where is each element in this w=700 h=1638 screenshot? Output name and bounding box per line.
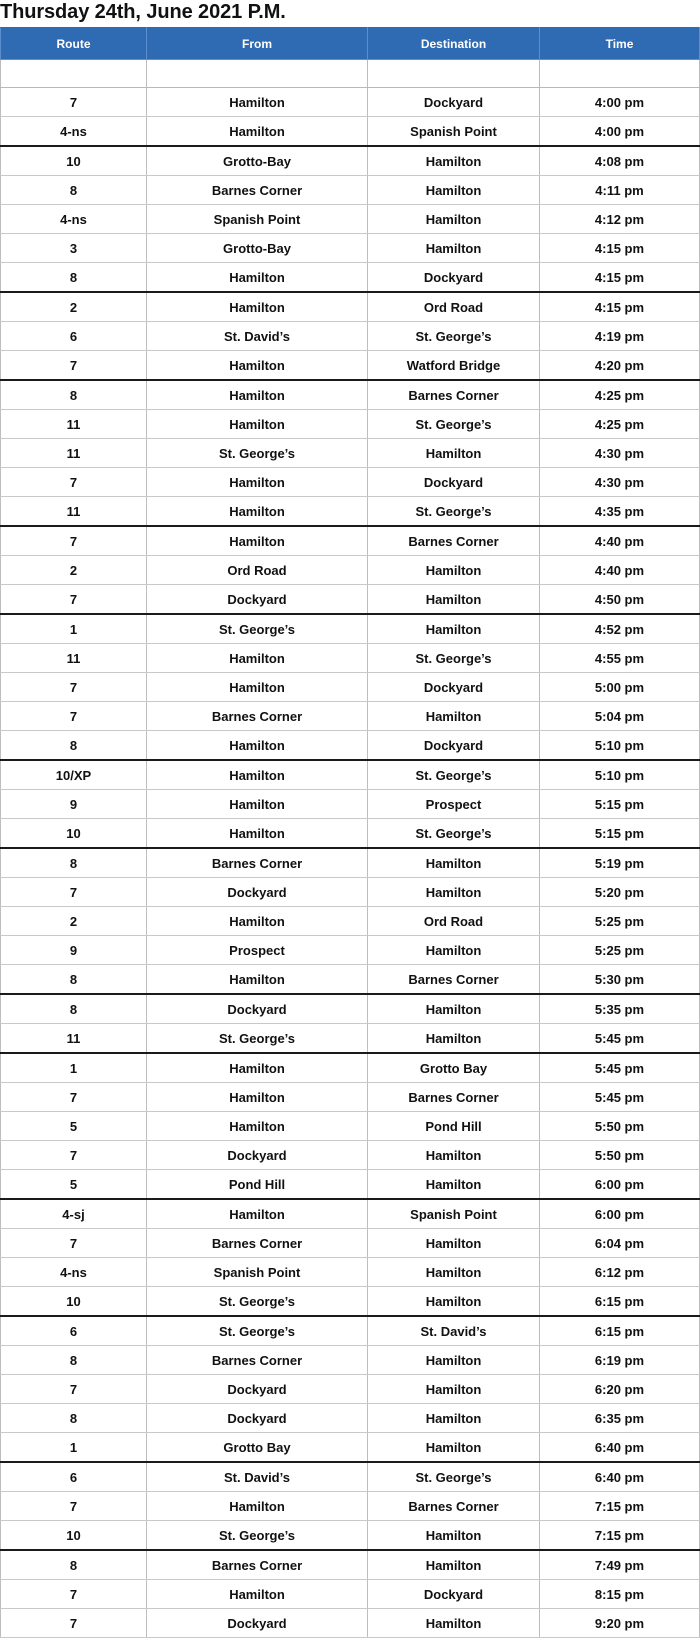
table-row xyxy=(1,1112,700,1141)
cell-time: 4:25 pm xyxy=(540,380,700,410)
cell-from: Dockyard xyxy=(147,1141,368,1170)
page-title: Thursday 24th, June 2021 P.M. xyxy=(0,1,286,23)
cell-route: 11 xyxy=(1,1024,147,1054)
cell-time: 4:15 pm xyxy=(540,234,700,263)
table-row xyxy=(1,468,700,497)
cell-time: 4:35 pm xyxy=(540,497,700,527)
header-row xyxy=(1,28,700,60)
cell-time: 5:15 pm xyxy=(540,790,700,819)
cell-from: St. George’s xyxy=(147,1287,368,1317)
table-row xyxy=(1,819,700,849)
cell-time: 4:50 pm xyxy=(540,585,700,615)
cell-route: 4-ns xyxy=(1,117,147,147)
cell-destination: Hamilton xyxy=(368,205,540,234)
cell-route: 4-ns xyxy=(1,205,147,234)
cell-from: Spanish Point xyxy=(147,1258,368,1287)
cell-route: 7 xyxy=(1,1492,147,1521)
cell-time: 6:19 pm xyxy=(540,1346,700,1375)
cell-from: Hamilton xyxy=(147,1112,368,1141)
cell-from: Dockyard xyxy=(147,1404,368,1433)
cell-time: 6:40 pm xyxy=(540,1462,700,1492)
cell-route: 8 xyxy=(1,731,147,761)
column-header-time: Time xyxy=(540,28,700,60)
cell-from: Hamilton xyxy=(147,673,368,702)
table-row xyxy=(1,848,700,878)
cell-route: 4-sj xyxy=(1,1199,147,1229)
spacer-cell xyxy=(147,60,368,88)
cell-destination: Spanish Point xyxy=(368,117,540,147)
cell-destination: Hamilton xyxy=(368,1229,540,1258)
table-row xyxy=(1,1521,700,1551)
table-row xyxy=(1,1550,700,1580)
table-row xyxy=(1,1609,700,1638)
bus-timetable xyxy=(0,27,700,1638)
cell-from: Hamilton xyxy=(147,88,368,117)
cell-destination: Hamilton xyxy=(368,1609,540,1638)
cell-from: Grotto Bay xyxy=(147,1433,368,1463)
cell-from: Pond Hill xyxy=(147,1170,368,1200)
cell-route: 7 xyxy=(1,1580,147,1609)
cell-time: 8:15 pm xyxy=(540,1580,700,1609)
table-row xyxy=(1,1375,700,1404)
cell-time: 5:45 pm xyxy=(540,1053,700,1083)
cell-route: 8 xyxy=(1,263,147,293)
table-row xyxy=(1,936,700,965)
cell-route: 8 xyxy=(1,1550,147,1580)
cell-time: 6:35 pm xyxy=(540,1404,700,1433)
cell-route: 1 xyxy=(1,1053,147,1083)
cell-time: 6:15 pm xyxy=(540,1287,700,1317)
cell-destination: Hamilton xyxy=(368,146,540,176)
cell-destination: Hamilton xyxy=(368,848,540,878)
cell-route: 6 xyxy=(1,1316,147,1346)
cell-route: 7 xyxy=(1,585,147,615)
table-row xyxy=(1,585,700,615)
cell-destination: Hamilton xyxy=(368,1141,540,1170)
cell-from: St. David’s xyxy=(147,1462,368,1492)
cell-time: 4:19 pm xyxy=(540,322,700,351)
cell-time: 5:20 pm xyxy=(540,878,700,907)
cell-destination: Barnes Corner xyxy=(368,526,540,556)
cell-destination: Hamilton xyxy=(368,1550,540,1580)
table-row xyxy=(1,351,700,381)
cell-from: Spanish Point xyxy=(147,205,368,234)
cell-route: 8 xyxy=(1,1346,147,1375)
table-row xyxy=(1,234,700,263)
table-row xyxy=(1,263,700,293)
cell-time: 4:08 pm xyxy=(540,146,700,176)
table-row xyxy=(1,1433,700,1463)
cell-destination: Hamilton xyxy=(368,1258,540,1287)
cell-route: 10/XP xyxy=(1,760,147,790)
cell-from: Hamilton xyxy=(147,117,368,147)
cell-time: 5:30 pm xyxy=(540,965,700,995)
cell-from: Barnes Corner xyxy=(147,1550,368,1580)
cell-route: 5 xyxy=(1,1112,147,1141)
cell-from: Hamilton xyxy=(147,380,368,410)
cell-from: Hamilton xyxy=(147,263,368,293)
column-header-route: Route xyxy=(1,28,147,60)
cell-destination: Hamilton xyxy=(368,585,540,615)
cell-destination: Hamilton xyxy=(368,234,540,263)
cell-destination: Dockyard xyxy=(368,731,540,761)
cell-destination: Barnes Corner xyxy=(368,380,540,410)
cell-time: 6:40 pm xyxy=(540,1433,700,1463)
table-row xyxy=(1,1170,700,1200)
cell-destination: Hamilton xyxy=(368,994,540,1024)
cell-from: Ord Road xyxy=(147,556,368,585)
table-row xyxy=(1,1258,700,1287)
cell-destination: Hamilton xyxy=(368,439,540,468)
table-row xyxy=(1,878,700,907)
cell-from: Grotto-Bay xyxy=(147,234,368,263)
cell-from: St. George’s xyxy=(147,614,368,644)
table-row xyxy=(1,994,700,1024)
cell-route: 7 xyxy=(1,526,147,556)
cell-time: 4:25 pm xyxy=(540,410,700,439)
cell-destination: Ord Road xyxy=(368,907,540,936)
cell-from: St. George’s xyxy=(147,1024,368,1054)
cell-destination: St. George’s xyxy=(368,497,540,527)
cell-from: St. George’s xyxy=(147,1316,368,1346)
cell-destination: Pond Hill xyxy=(368,1112,540,1141)
cell-from: Hamilton xyxy=(147,351,368,381)
cell-route: 7 xyxy=(1,1229,147,1258)
cell-route: 3 xyxy=(1,234,147,263)
cell-destination: Barnes Corner xyxy=(368,1083,540,1112)
cell-destination: Grotto Bay xyxy=(368,1053,540,1083)
cell-from: Barnes Corner xyxy=(147,1229,368,1258)
cell-route: 7 xyxy=(1,351,147,381)
cell-time: 6:00 pm xyxy=(540,1170,700,1200)
cell-from: St. David’s xyxy=(147,322,368,351)
cell-route: 8 xyxy=(1,380,147,410)
cell-time: 5:10 pm xyxy=(540,760,700,790)
cell-time: 5:15 pm xyxy=(540,819,700,849)
table-row xyxy=(1,1083,700,1112)
cell-from: Hamilton xyxy=(147,1083,368,1112)
cell-route: 7 xyxy=(1,1609,147,1638)
cell-route: 7 xyxy=(1,878,147,907)
cell-destination: St. George’s xyxy=(368,644,540,673)
cell-from: Hamilton xyxy=(147,819,368,849)
cell-from: Hamilton xyxy=(147,526,368,556)
cell-time: 4:40 pm xyxy=(540,556,700,585)
cell-route: 7 xyxy=(1,673,147,702)
cell-destination: St. George’s xyxy=(368,1462,540,1492)
cell-time: 5:50 pm xyxy=(540,1141,700,1170)
cell-time: 4:40 pm xyxy=(540,526,700,556)
cell-destination: St. George’s xyxy=(368,322,540,351)
cell-destination: Watford Bridge xyxy=(368,351,540,381)
cell-route: 9 xyxy=(1,936,147,965)
table-row xyxy=(1,731,700,761)
cell-time: 5:45 pm xyxy=(540,1024,700,1054)
table-row xyxy=(1,1580,700,1609)
cell-time: 5:45 pm xyxy=(540,1083,700,1112)
column-header-destination: Destination xyxy=(368,28,540,60)
cell-route: 7 xyxy=(1,1083,147,1112)
cell-time: 4:15 pm xyxy=(540,263,700,293)
column-header-from: From xyxy=(147,28,368,60)
cell-from: Hamilton xyxy=(147,965,368,995)
cell-time: 4:00 pm xyxy=(540,88,700,117)
cell-route: 1 xyxy=(1,1433,147,1463)
cell-time: 4:11 pm xyxy=(540,176,700,205)
cell-destination: Hamilton xyxy=(368,614,540,644)
cell-from: Grotto-Bay xyxy=(147,146,368,176)
cell-destination: Hamilton xyxy=(368,702,540,731)
cell-destination: Hamilton xyxy=(368,1170,540,1200)
table-row xyxy=(1,322,700,351)
cell-route: 10 xyxy=(1,1287,147,1317)
cell-time: 6:04 pm xyxy=(540,1229,700,1258)
cell-destination: Hamilton xyxy=(368,1346,540,1375)
table-row xyxy=(1,380,700,410)
table-row xyxy=(1,644,700,673)
cell-destination: Hamilton xyxy=(368,1433,540,1463)
cell-time: 5:19 pm xyxy=(540,848,700,878)
table-row xyxy=(1,614,700,644)
table-row xyxy=(1,497,700,527)
table-row xyxy=(1,1404,700,1433)
cell-route: 9 xyxy=(1,790,147,819)
cell-time: 5:25 pm xyxy=(540,936,700,965)
cell-route: 8 xyxy=(1,848,147,878)
cell-destination: Hamilton xyxy=(368,1521,540,1551)
cell-from: Barnes Corner xyxy=(147,702,368,731)
table-row xyxy=(1,176,700,205)
cell-route: 11 xyxy=(1,644,147,673)
cell-from: Hamilton xyxy=(147,790,368,819)
table-row xyxy=(1,673,700,702)
cell-route: 8 xyxy=(1,965,147,995)
cell-destination: Dockyard xyxy=(368,263,540,293)
cell-route: 8 xyxy=(1,176,147,205)
table-row xyxy=(1,410,700,439)
cell-destination: Spanish Point xyxy=(368,1199,540,1229)
cell-from: Hamilton xyxy=(147,1199,368,1229)
timetable-sheet xyxy=(0,27,699,1637)
cell-route: 7 xyxy=(1,702,147,731)
cell-time: 4:30 pm xyxy=(540,439,700,468)
cell-from: Dockyard xyxy=(147,878,368,907)
cell-destination: Hamilton xyxy=(368,176,540,205)
spacer-cell xyxy=(368,60,540,88)
cell-time: 7:15 pm xyxy=(540,1521,700,1551)
table-row xyxy=(1,760,700,790)
cell-from: Prospect xyxy=(147,936,368,965)
table-row xyxy=(1,556,700,585)
cell-time: 4:15 pm xyxy=(540,292,700,322)
cell-destination: Hamilton xyxy=(368,936,540,965)
cell-route: 1 xyxy=(1,614,147,644)
cell-route: 4-ns xyxy=(1,1258,147,1287)
cell-destination: Barnes Corner xyxy=(368,1492,540,1521)
cell-destination: Hamilton xyxy=(368,1024,540,1054)
table-row xyxy=(1,702,700,731)
cell-from: Dockyard xyxy=(147,1609,368,1638)
cell-destination: Dockyard xyxy=(368,673,540,702)
cell-time: 5:04 pm xyxy=(540,702,700,731)
cell-destination: Dockyard xyxy=(368,88,540,117)
spacer-cell xyxy=(540,60,700,88)
cell-destination: Barnes Corner xyxy=(368,965,540,995)
cell-time: 6:00 pm xyxy=(540,1199,700,1229)
cell-from: Dockyard xyxy=(147,1375,368,1404)
cell-from: Barnes Corner xyxy=(147,848,368,878)
cell-route: 8 xyxy=(1,994,147,1024)
cell-time: 4:30 pm xyxy=(540,468,700,497)
table-row xyxy=(1,1053,700,1083)
cell-destination: Hamilton xyxy=(368,1375,540,1404)
table-row xyxy=(1,907,700,936)
cell-route: 7 xyxy=(1,468,147,497)
cell-destination: St. David’s xyxy=(368,1316,540,1346)
table-row xyxy=(1,1229,700,1258)
cell-route: 7 xyxy=(1,1375,147,1404)
cell-from: Hamilton xyxy=(147,731,368,761)
cell-route: 10 xyxy=(1,819,147,849)
spacer-cell xyxy=(1,60,147,88)
cell-time: 5:25 pm xyxy=(540,907,700,936)
table-row xyxy=(1,1141,700,1170)
cell-time: 4:12 pm xyxy=(540,205,700,234)
cell-route: 6 xyxy=(1,322,147,351)
cell-route: 2 xyxy=(1,556,147,585)
cell-time: 6:15 pm xyxy=(540,1316,700,1346)
cell-destination: Dockyard xyxy=(368,1580,540,1609)
cell-time: 5:10 pm xyxy=(540,731,700,761)
cell-from: Barnes Corner xyxy=(147,176,368,205)
cell-from: Hamilton xyxy=(147,760,368,790)
cell-time: 4:52 pm xyxy=(540,614,700,644)
cell-time: 5:50 pm xyxy=(540,1112,700,1141)
table-row xyxy=(1,965,700,995)
cell-from: Hamilton xyxy=(147,497,368,527)
cell-route: 2 xyxy=(1,907,147,936)
table-row xyxy=(1,1492,700,1521)
cell-time: 4:00 pm xyxy=(540,117,700,147)
cell-from: Hamilton xyxy=(147,907,368,936)
table-row xyxy=(1,1462,700,1492)
cell-time: 5:35 pm xyxy=(540,994,700,1024)
table-row xyxy=(1,1316,700,1346)
timetable-body xyxy=(1,60,700,1638)
cell-route: 11 xyxy=(1,410,147,439)
cell-time: 9:20 pm xyxy=(540,1609,700,1638)
spacer-row xyxy=(1,60,700,88)
cell-destination: St. George’s xyxy=(368,819,540,849)
table-row xyxy=(1,292,700,322)
cell-route: 7 xyxy=(1,88,147,117)
cell-from: Hamilton xyxy=(147,1580,368,1609)
cell-route: 6 xyxy=(1,1462,147,1492)
cell-from: Dockyard xyxy=(147,994,368,1024)
cell-destination: St. George’s xyxy=(368,410,540,439)
table-row xyxy=(1,439,700,468)
cell-route: 5 xyxy=(1,1170,147,1200)
cell-destination: Hamilton xyxy=(368,556,540,585)
cell-destination: Prospect xyxy=(368,790,540,819)
table-row xyxy=(1,1024,700,1054)
cell-time: 7:49 pm xyxy=(540,1550,700,1580)
cell-from: Hamilton xyxy=(147,410,368,439)
cell-route: 11 xyxy=(1,439,147,468)
cell-destination: Hamilton xyxy=(368,1404,540,1433)
cell-from: Hamilton xyxy=(147,644,368,673)
table-row xyxy=(1,1199,700,1229)
cell-from: Dockyard xyxy=(147,585,368,615)
table-row xyxy=(1,526,700,556)
cell-from: Hamilton xyxy=(147,468,368,497)
cell-route: 11 xyxy=(1,497,147,527)
cell-destination: Hamilton xyxy=(368,1287,540,1317)
cell-route: 7 xyxy=(1,1141,147,1170)
table-row xyxy=(1,790,700,819)
cell-destination: Hamilton xyxy=(368,878,540,907)
cell-destination: Ord Road xyxy=(368,292,540,322)
cell-destination: Dockyard xyxy=(368,468,540,497)
table-row xyxy=(1,117,700,147)
cell-from: Hamilton xyxy=(147,1053,368,1083)
cell-route: 10 xyxy=(1,1521,147,1551)
cell-from: St. George’s xyxy=(147,439,368,468)
cell-from: St. George’s xyxy=(147,1521,368,1551)
table-row xyxy=(1,205,700,234)
table-row xyxy=(1,1287,700,1317)
cell-time: 4:55 pm xyxy=(540,644,700,673)
cell-time: 4:20 pm xyxy=(540,351,700,381)
table-row xyxy=(1,1346,700,1375)
cell-time: 7:15 pm xyxy=(540,1492,700,1521)
cell-from: Hamilton xyxy=(147,292,368,322)
cell-route: 8 xyxy=(1,1404,147,1433)
cell-time: 5:00 pm xyxy=(540,673,700,702)
cell-time: 6:12 pm xyxy=(540,1258,700,1287)
cell-route: 10 xyxy=(1,146,147,176)
table-row xyxy=(1,88,700,117)
cell-time: 6:20 pm xyxy=(540,1375,700,1404)
table-row xyxy=(1,146,700,176)
cell-route: 2 xyxy=(1,292,147,322)
cell-from: Hamilton xyxy=(147,1492,368,1521)
cell-destination: St. George’s xyxy=(368,760,540,790)
cell-from: Barnes Corner xyxy=(147,1346,368,1375)
